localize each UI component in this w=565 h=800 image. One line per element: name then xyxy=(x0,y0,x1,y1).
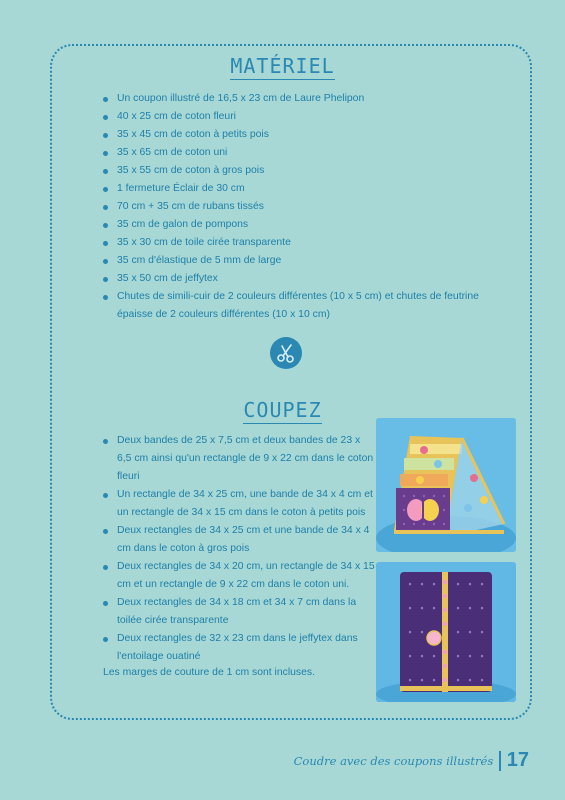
coupez-list xyxy=(103,432,375,666)
list-item: 1 fermeture Éclair de 30 cm xyxy=(103,180,483,198)
list-item: 40 x 25 cm de coton fleuri xyxy=(103,108,483,126)
list-item: Deux rectangles de 34 x 18 cm et 34 x 7 cm dans la toilée cirée transparente xyxy=(103,594,375,630)
materiel-heading-text: MATÉRIEL xyxy=(230,54,335,78)
list-item: Deux rectangles de 34 x 20 cm, un rectangle de 34 x 15 cm et un rectangle de 9 x 22 cm dans le coton uni. xyxy=(103,558,375,594)
list-item: 35 x 55 cm de coton à gros pois xyxy=(103,162,483,180)
list-item: Chutes de simili-cuir de 2 couleurs différentes (10 x 5 cm) et chutes de feutrine épaisse de 2 couleurs différentes (10 x 10 cm) xyxy=(103,288,483,324)
book-title: Coudre avec des coupons illustrés xyxy=(293,753,494,768)
photo-closed-pouch xyxy=(376,562,516,702)
list-item: 35 x 65 cm de coton uni xyxy=(103,144,483,162)
materiel-list xyxy=(103,90,483,324)
list-item: Deux rectangles de 34 x 25 cm et une bande de 34 x 4 cm dans le coton à gros pois xyxy=(103,522,375,558)
photo-open-pouch xyxy=(376,418,516,552)
list-item: 35 x 45 cm de coton à petits pois xyxy=(103,126,483,144)
list-item: Deux rectangles de 32 x 23 cm dans le jeffytex dans l'entoilage ouatiné xyxy=(103,630,375,666)
list-item: Deux bandes de 25 x 7,5 cm et deux bandes de 23 x 6,5 cm ainsi qu'un rectangle de 9 x 22 cm dans le coton fleuri xyxy=(103,432,375,486)
seam-allowance-note: Les marges de couture de 1 cm sont incluses. xyxy=(103,667,315,678)
list-item: Un rectangle de 34 x 25 cm, une bande de 34 x 4 cm et un rectangle de 34 x 15 cm dans le coton à petits pois xyxy=(103,486,375,522)
list-item: 35 cm d'élastique de 5 mm de large xyxy=(103,252,483,270)
coupez-heading-text: COUPEZ xyxy=(243,398,322,422)
list-item: 35 x 30 cm de toile cirée transparente xyxy=(103,234,483,252)
list-item: Un coupon illustré de 16,5 x 23 cm de Laure Phelipon xyxy=(103,90,483,108)
list-item: 70 cm + 35 cm de rubans tissés xyxy=(103,198,483,216)
page-number: 17 xyxy=(506,749,529,771)
list-item: 35 x 50 cm de jeffytex xyxy=(103,270,483,288)
page-footer xyxy=(294,749,529,772)
materiel-heading xyxy=(0,54,565,78)
list-item: 35 cm de galon de pompons xyxy=(103,216,483,234)
footer-divider xyxy=(499,751,501,771)
scissors-icon xyxy=(270,337,302,369)
